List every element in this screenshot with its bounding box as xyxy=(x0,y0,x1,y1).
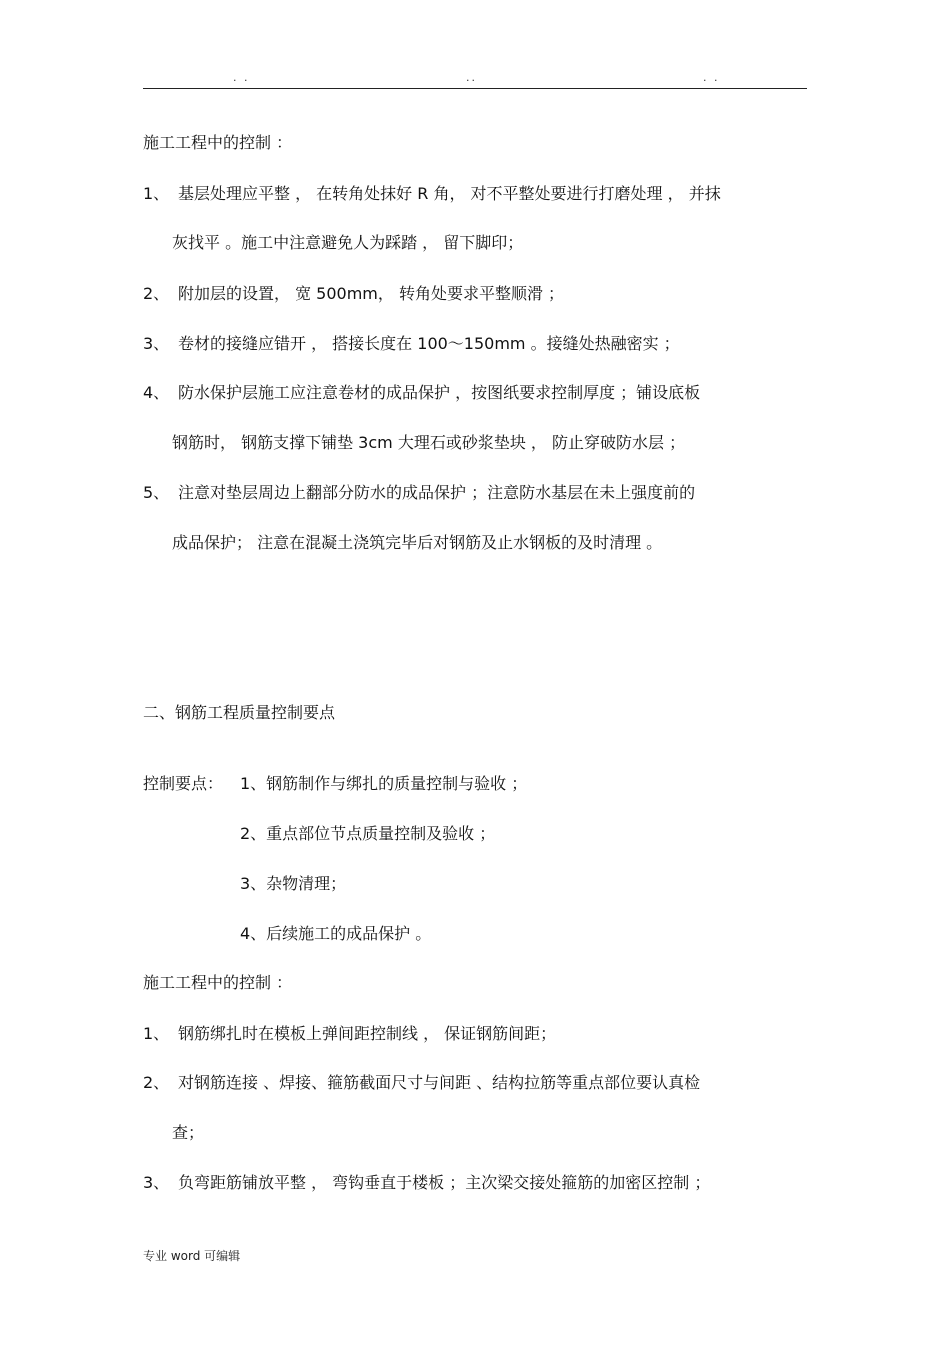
item-number: 2、 xyxy=(143,1073,170,1092)
header-dots-mid: .. xyxy=(466,71,477,84)
header-dots-right: . . xyxy=(703,71,720,84)
item-number: 5、 xyxy=(143,483,170,502)
item-number: 3、 xyxy=(143,1173,170,1192)
item-text-continued: 查； xyxy=(172,1123,205,1142)
item-text: 防水保护层施工应注意卷材的成品保护 ，按图纸要求控制厚度 ；铺设底板 xyxy=(178,383,701,402)
item-number: 1、 xyxy=(143,184,170,203)
item-text: 注意对垫层周边上翻部分防水的成品保护 ；注意防水基层在未上强度前的 xyxy=(178,483,696,502)
control-heading: 施工工程中的控制 ： xyxy=(143,973,293,992)
footer-note: 专业 word 可编辑 xyxy=(143,1249,241,1263)
header-rule xyxy=(143,88,807,89)
item-text: 钢筋绑扎时在模板上弹间距控制线 ， 保证钢筋间距； xyxy=(178,1024,557,1043)
section-title: 二、钢筋工程质量控制要点 xyxy=(143,703,336,722)
item-text-continued: 成品保护； 注意在混凝土浇筑完毕后对钢筋及止水钢板的及时清理 。 xyxy=(172,533,663,552)
header-dots-left: . . xyxy=(233,71,250,84)
item-text: 对钢筋连接 、焊接、箍筋截面尺寸与间距 、结构拉筋等重点部位要认真检 xyxy=(178,1073,701,1092)
key-points-label: 控制要点： xyxy=(143,774,224,793)
item-text-continued: 钢筋时， 钢筋支撑下铺垫 3cm 大理石或砂浆垫块 ， 防止穿破防水层 ； xyxy=(172,433,686,452)
item-number: 1、 xyxy=(143,1024,170,1043)
item-text-continued: 灰找平 。施工中注意避免人为踩踏 ， 留下脚印； xyxy=(172,233,524,252)
item-text: 基层处理应平整 ， 在转角处抹好 R 角， 对不平整处要进行打磨处理 ， 并抹 xyxy=(178,184,721,203)
key-point: 2、重点部位节点质量控制及验收 ； xyxy=(240,824,496,843)
key-point: 4、后续施工的成品保护 。 xyxy=(240,924,432,943)
item-number: 2、 xyxy=(143,284,170,303)
item-number: 3、 xyxy=(143,334,170,353)
key-point: 3、杂物清理； xyxy=(240,874,347,893)
key-point: 1、钢筋制作与绑扎的质量控制与验收 ； xyxy=(240,774,528,793)
item-text: 卷材的接缝应错开 ， 搭接长度在 100～150mm 。接缝处热融密实 ； xyxy=(178,334,680,353)
item-text: 负弯距筋铺放平整 ， 弯钩垂直于楼板 ；主次梁交接处箍筋的加密区控制 ； xyxy=(178,1173,711,1192)
control-heading: 施工工程中的控制 ： xyxy=(143,133,293,152)
item-number: 4、 xyxy=(143,383,170,402)
item-text: 附加层的设置， 宽 500mm， 转角处要求平整顺滑 ； xyxy=(178,284,565,303)
